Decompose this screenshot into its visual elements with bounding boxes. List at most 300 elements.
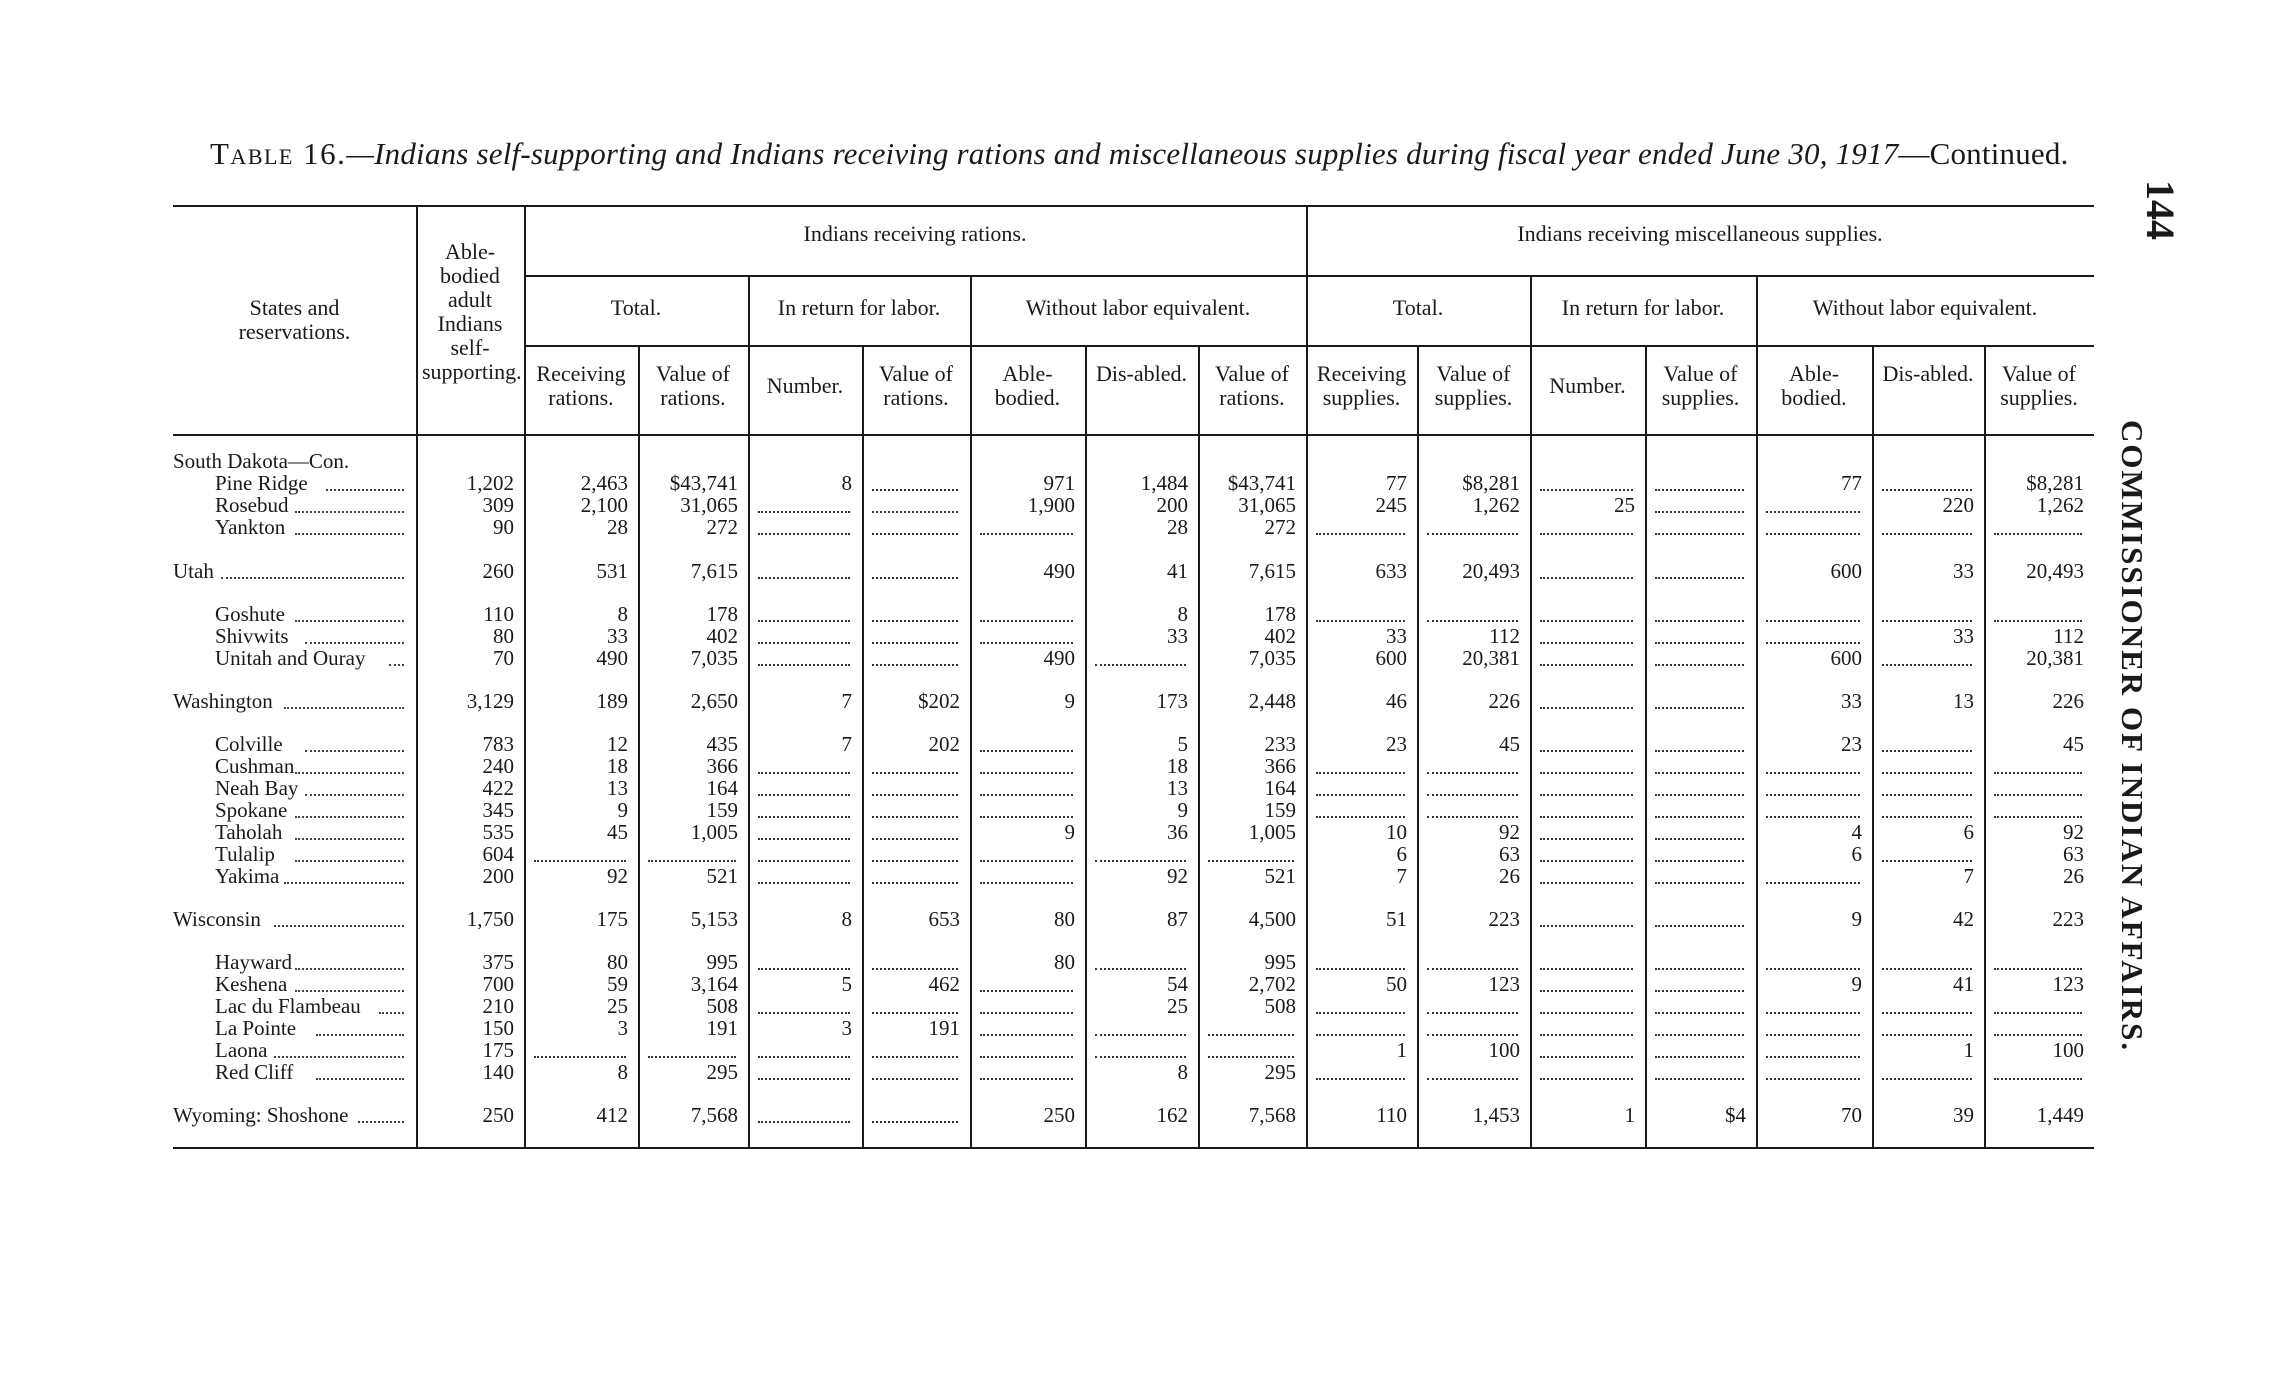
table-cell: 295: [1264, 1060, 1296, 1084]
table-cell: 100: [2052, 1038, 2084, 1062]
table-cell: 92: [2063, 820, 2084, 844]
table-cell: 5: [1177, 732, 1188, 756]
table-cell: $8,281: [2026, 471, 2084, 495]
empty-cell-leader: [1208, 860, 1294, 862]
empty-cell-leader: [648, 1056, 736, 1058]
table-cell: 10: [1386, 820, 1407, 844]
empty-cell-leader: [1540, 1034, 1633, 1036]
column-divider: [1984, 345, 1986, 1147]
column-divider: [1306, 205, 1308, 1147]
empty-cell-leader: [1540, 968, 1633, 970]
table-cell: 240: [482, 754, 514, 778]
table-cell: 5,153: [690, 907, 738, 931]
empty-cell-leader: [1540, 816, 1633, 818]
row-label: Utah: [173, 559, 214, 583]
table-cell: 63: [2063, 842, 2084, 866]
row-label: Spokane: [215, 798, 288, 822]
empty-cell-leader: [758, 620, 850, 622]
empty-cell-leader: [1540, 577, 1633, 579]
table-cell: 220: [1942, 493, 1974, 517]
table-cell: 20,381: [1462, 646, 1520, 670]
table-cell: 150: [482, 1016, 514, 1040]
empty-cell-leader: [1540, 1078, 1633, 1080]
empty-cell-leader: [1766, 1012, 1860, 1014]
empty-cell-leader: [980, 882, 1073, 884]
table-cell: 1: [1963, 1038, 1974, 1062]
table-cell: 490: [596, 646, 628, 670]
empty-cell-leader: [1882, 794, 1972, 796]
table-cell: 402: [706, 624, 738, 648]
subheader-cell: Value of supplies.: [1661, 361, 1740, 410]
table-cell: 1,005: [1248, 820, 1296, 844]
empty-cell-leader: [1655, 533, 1744, 535]
empty-cell-leader: [1655, 1078, 1744, 1080]
empty-cell-leader: [1655, 489, 1744, 491]
empty-cell-leader: [1766, 533, 1860, 535]
empty-cell-leader: [872, 882, 958, 884]
table-cell: 223: [1488, 907, 1520, 931]
empty-cell-leader: [1095, 1034, 1186, 1036]
empty-cell-leader: [1655, 794, 1744, 796]
table-cell: 39: [1953, 1103, 1974, 1127]
table-cell: 164: [1264, 776, 1296, 800]
leader-dots: [274, 1056, 405, 1058]
leader-dots: [379, 1012, 405, 1014]
empty-cell-leader: [872, 1056, 958, 1058]
empty-cell-leader: [1882, 772, 1972, 774]
empty-cell-leader: [1655, 707, 1744, 709]
empty-cell-leader: [1427, 816, 1518, 818]
table-cell: 175: [596, 907, 628, 931]
subheader-cell: Number.: [766, 373, 844, 398]
column-divider: [1872, 345, 1874, 1147]
empty-cell-leader: [1994, 968, 2082, 970]
table-cell: 92: [1167, 864, 1188, 888]
table-cell: 4: [1851, 820, 1862, 844]
subheader-cell: Able-bodied.: [1781, 361, 1847, 410]
column-divider: [1085, 345, 1087, 1147]
table-cell: 70: [1841, 1103, 1862, 1127]
table-cell: 3,164: [690, 972, 738, 996]
table-cell: 9: [1851, 907, 1862, 931]
table-cell: 9: [1064, 820, 1075, 844]
table-cell: 25: [607, 994, 628, 1018]
empty-cell-leader: [1882, 816, 1972, 818]
header-rations-without: Without labor equivalent.: [1025, 295, 1251, 320]
empty-cell-leader: [980, 750, 1073, 752]
table-cell: 36: [1167, 820, 1188, 844]
table-cell: 366: [1264, 754, 1296, 778]
table-cell: 2,100: [580, 493, 628, 517]
empty-cell-leader: [1655, 1034, 1744, 1036]
table-cell: 260: [482, 559, 514, 583]
subheader-cell: Receiving supplies.: [1316, 361, 1407, 410]
empty-cell-leader: [1540, 838, 1633, 840]
empty-cell-leader: [1655, 860, 1744, 862]
row-label: Washington: [173, 689, 273, 713]
empty-cell-leader: [1994, 794, 2082, 796]
table-cell: 1,262: [2036, 493, 2084, 517]
empty-cell-leader: [1540, 882, 1633, 884]
empty-cell-leader: [1766, 642, 1860, 644]
table-cell: 272: [1264, 515, 1296, 539]
row-label: Rosebud: [215, 493, 289, 517]
table-cell: 140: [482, 1060, 514, 1084]
empty-cell-leader: [1655, 882, 1744, 884]
empty-cell-leader: [1540, 750, 1633, 752]
table-cell: 1: [1624, 1103, 1635, 1127]
table-cell: 13: [1167, 776, 1188, 800]
table-cell: 6: [1396, 842, 1407, 866]
table-cell: $8,281: [1462, 471, 1520, 495]
supplies-group-rule: [1306, 275, 2094, 277]
row-label: Colville: [215, 732, 283, 756]
empty-cell-leader: [1316, 533, 1405, 535]
empty-cell-leader: [1655, 642, 1744, 644]
column-divider: [524, 205, 526, 1147]
table-cell: 26: [2063, 864, 2084, 888]
leader-dots: [316, 1078, 405, 1080]
table-cell: 100: [1488, 1038, 1520, 1062]
table-cell: $43,741: [1227, 471, 1296, 495]
empty-cell-leader: [1766, 1056, 1860, 1058]
empty-cell-leader: [872, 1078, 958, 1080]
leader-dots: [295, 620, 405, 622]
empty-cell-leader: [1427, 968, 1518, 970]
table-cell: 200: [1156, 493, 1188, 517]
table-cell: 1,750: [466, 907, 514, 931]
table-cell: 422: [482, 776, 514, 800]
table-cell: 1,484: [1140, 471, 1188, 495]
table-cell: 31,065: [680, 493, 738, 517]
table-cell: 162: [1156, 1103, 1188, 1127]
empty-cell-leader: [1316, 816, 1405, 818]
table-cell: 462: [928, 972, 960, 996]
empty-cell-leader: [1540, 1056, 1633, 1058]
table-cell: 77: [1386, 471, 1407, 495]
row-label: Shivwits: [215, 624, 289, 648]
empty-cell-leader: [1427, 533, 1518, 535]
empty-cell-leader: [1540, 860, 1633, 862]
empty-cell-leader: [872, 489, 958, 491]
table-cell: 159: [1264, 798, 1296, 822]
table-cell: 508: [706, 994, 738, 1018]
table-cell: 2,448: [1248, 689, 1296, 713]
table-cell: 1,449: [2036, 1103, 2084, 1127]
table-cell: 2,650: [690, 689, 738, 713]
table-cell: 110: [1376, 1103, 1407, 1127]
table-cell: 20,381: [2026, 646, 2084, 670]
column-divider: [416, 205, 418, 1147]
empty-cell-leader: [980, 1012, 1073, 1014]
running-head-text: COMMISSIONER OF INDIAN AFFAIRS.: [2115, 420, 2150, 1053]
table-cell: 80: [1054, 907, 1075, 931]
leader-dots: [295, 816, 405, 818]
table-cell: 309: [482, 493, 514, 517]
table-cell: 223: [2052, 907, 2084, 931]
empty-cell-leader: [980, 533, 1073, 535]
page-number: 144: [2138, 180, 2183, 240]
empty-cell-leader: [758, 511, 850, 513]
empty-cell-leader: [1095, 860, 1186, 862]
table-cell: 59: [607, 972, 628, 996]
table-cell: 33: [1167, 624, 1188, 648]
empty-cell-leader: [872, 794, 958, 796]
table-cell: 112: [2053, 624, 2084, 648]
empty-cell-leader: [648, 860, 736, 862]
empty-cell-leader: [1540, 990, 1633, 992]
table-cell: 1,202: [466, 471, 514, 495]
empty-cell-leader: [1316, 968, 1405, 970]
table-cell: 202: [928, 732, 960, 756]
header-supplies-labor: In return for labor.: [1561, 295, 1725, 320]
leader-dots: [358, 1121, 405, 1123]
table-cell: 45: [1499, 732, 1520, 756]
empty-cell-leader: [980, 642, 1073, 644]
subheader-cell: Able-bodied.: [994, 361, 1061, 410]
empty-cell-leader: [872, 838, 958, 840]
table-cell: 435: [706, 732, 738, 756]
empty-cell-leader: [534, 1056, 626, 1058]
table-cell: 87: [1167, 907, 1188, 931]
table-cell: 164: [706, 776, 738, 800]
empty-cell-leader: [1316, 620, 1405, 622]
leader-dots: [284, 882, 404, 884]
table-cell: 8: [617, 602, 628, 626]
table-cell: 490: [1043, 646, 1075, 670]
table-cell: 7,615: [1248, 559, 1296, 583]
empty-cell-leader: [1316, 794, 1405, 796]
row-label: Neah Bay: [215, 776, 299, 800]
empty-cell-leader: [1655, 1056, 1744, 1058]
table-cell: 783: [482, 732, 514, 756]
row-label: Hayward: [215, 950, 292, 974]
subheader-cell: Receiving rations.: [536, 361, 626, 410]
table-cell: 80: [1054, 950, 1075, 974]
leader-dots: [305, 750, 404, 752]
empty-cell-leader: [1316, 1034, 1405, 1036]
empty-cell-leader: [980, 772, 1073, 774]
table-cell: 63: [1499, 842, 1520, 866]
subheader-cell: Value of rations.: [1215, 361, 1289, 410]
bottom-rule: [173, 1147, 2094, 1149]
subheader-cell: Number.: [1549, 373, 1626, 398]
table-cell: 210: [482, 994, 514, 1018]
table-cell: $43,741: [669, 471, 738, 495]
empty-cell-leader: [1540, 533, 1633, 535]
table-cell: 226: [1488, 689, 1520, 713]
empty-cell-leader: [758, 664, 850, 666]
top-rule: [173, 205, 2094, 207]
empty-cell-leader: [872, 511, 958, 513]
table-cell: 700: [482, 972, 514, 996]
empty-cell-leader: [758, 1121, 850, 1123]
empty-cell-leader: [872, 1012, 958, 1014]
empty-cell-leader: [1882, 1034, 1972, 1036]
empty-cell-leader: [872, 577, 958, 579]
empty-cell-leader: [1427, 1012, 1518, 1014]
table-cell: 7: [841, 732, 852, 756]
table-cell: 178: [1264, 602, 1296, 626]
table-cell: 7: [1963, 864, 1974, 888]
leader-dots: [295, 838, 405, 840]
table-cell: 90: [493, 515, 514, 539]
table-cell: 412: [596, 1103, 628, 1127]
header-supplies-without: Without labor equivalent.: [1812, 295, 2038, 320]
table-cell: 7,568: [690, 1103, 738, 1127]
table-cell: 1,262: [1472, 493, 1520, 517]
table-cell: 28: [1167, 515, 1188, 539]
empty-cell-leader: [1316, 1012, 1405, 1014]
table-cell: 45: [2063, 732, 2084, 756]
table-cell: 23: [1841, 732, 1862, 756]
table-cell: 2,463: [580, 471, 628, 495]
header-bottom-rule: [173, 434, 2094, 436]
column-divider: [1645, 345, 1647, 1147]
empty-cell-leader: [1882, 533, 1972, 535]
row-label: Wisconsin: [173, 907, 261, 931]
table-cell: 110: [483, 602, 514, 626]
empty-cell-leader: [1655, 772, 1744, 774]
header-supplies-total: Total.: [1392, 295, 1444, 320]
empty-cell-leader: [1766, 968, 1860, 970]
leader-dots: [221, 577, 404, 579]
table-cell: 250: [482, 1103, 514, 1127]
table-cell: 490: [1043, 559, 1075, 583]
header-rations-total: Total.: [610, 295, 662, 320]
table-cell: 995: [1264, 950, 1296, 974]
empty-cell-leader: [758, 838, 850, 840]
table-cell: 7,035: [690, 646, 738, 670]
table-cell: 653: [928, 907, 960, 931]
row-label: La Pointe: [215, 1016, 297, 1040]
table-cell: 18: [1167, 754, 1188, 778]
row-label: Unitah and Ouray: [215, 646, 366, 670]
table-cell: 8: [841, 471, 852, 495]
table-cell: 112: [1489, 624, 1520, 648]
table-cell: 7: [1396, 864, 1407, 888]
empty-cell-leader: [1540, 925, 1633, 927]
table-cell: 45: [607, 820, 628, 844]
empty-cell-leader: [1427, 794, 1518, 796]
table-cell: 33: [1386, 624, 1407, 648]
empty-cell-leader: [1766, 772, 1860, 774]
leader-dots: [295, 968, 405, 970]
table-cell: 23: [1386, 732, 1407, 756]
table-cell: 508: [1264, 994, 1296, 1018]
table-cell: 6: [1851, 842, 1862, 866]
empty-cell-leader: [872, 533, 958, 535]
row-label: Tulalip: [215, 842, 275, 866]
table-cell: 6: [1963, 820, 1974, 844]
empty-cell-leader: [1994, 1012, 2082, 1014]
table-cell: 295: [706, 1060, 738, 1084]
title-text: —Indians self-supporting and Indians receiving rations and miscellaneous supplies during fiscal year ended June 30, 1917: [346, 136, 1899, 171]
empty-cell-leader: [758, 860, 850, 862]
table-cell: 92: [1499, 820, 1520, 844]
empty-cell-leader: [758, 882, 850, 884]
empty-cell-leader: [980, 1056, 1073, 1058]
empty-cell-leader: [1766, 511, 1860, 513]
empty-cell-leader: [1427, 1034, 1518, 1036]
table-cell: 12: [607, 732, 628, 756]
empty-cell-leader: [1655, 816, 1744, 818]
table-cell: 191: [928, 1016, 960, 1040]
table-cell: 1,453: [1472, 1103, 1520, 1127]
column-divider: [638, 345, 640, 1147]
table-cell: 4,500: [1248, 907, 1296, 931]
empty-cell-leader: [758, 1078, 850, 1080]
empty-cell-leader: [1766, 816, 1860, 818]
column-divider: [1198, 345, 1200, 1147]
subheader-cell: Value of rations.: [879, 361, 953, 410]
empty-cell-leader: [1540, 707, 1633, 709]
table-cell: 13: [607, 776, 628, 800]
column-divider: [1530, 275, 1532, 1147]
empty-cell-leader: [758, 1056, 850, 1058]
empty-cell-leader: [980, 816, 1073, 818]
table-cell: 402: [1264, 624, 1296, 648]
table-cell: 1,005: [690, 820, 738, 844]
empty-cell-leader: [1994, 772, 2082, 774]
empty-cell-leader: [1427, 620, 1518, 622]
table-cell: 633: [1375, 559, 1407, 583]
empty-cell-leader: [1994, 1078, 2082, 1080]
leader-dots: [305, 794, 404, 796]
row-label: Cushman: [215, 754, 295, 778]
empty-cell-leader: [1882, 489, 1972, 491]
empty-cell-leader: [1882, 664, 1972, 666]
empty-cell-leader: [1655, 620, 1744, 622]
empty-cell-leader: [1540, 1012, 1633, 1014]
table-cell: 375: [482, 950, 514, 974]
empty-cell-leader: [1766, 794, 1860, 796]
title-suffix: —Continued.: [1898, 136, 2069, 171]
empty-cell-leader: [1655, 664, 1744, 666]
table-cell: 28: [607, 515, 628, 539]
table-cell: 42: [1953, 907, 1974, 931]
table-cell: 200: [482, 864, 514, 888]
table-cell: $202: [918, 689, 960, 713]
empty-cell-leader: [872, 968, 958, 970]
empty-cell-leader: [872, 664, 958, 666]
leader-dots: [295, 772, 405, 774]
empty-cell-leader: [1882, 1078, 1972, 1080]
row-label: Goshute: [215, 602, 285, 626]
empty-cell-leader: [872, 816, 958, 818]
empty-cell-leader: [1882, 968, 1972, 970]
empty-cell-leader: [980, 860, 1073, 862]
empty-cell-leader: [1540, 642, 1633, 644]
row-label: Laona: [215, 1038, 268, 1062]
empty-cell-leader: [1655, 511, 1744, 513]
column-divider: [970, 275, 972, 1147]
empty-cell-leader: [1540, 620, 1633, 622]
table-cell: 33: [1841, 689, 1862, 713]
table-cell: 600: [1830, 646, 1862, 670]
empty-cell-leader: [1540, 664, 1633, 666]
empty-cell-leader: [1655, 838, 1744, 840]
table-cell: 521: [706, 864, 738, 888]
table-cell: 3: [617, 1016, 628, 1040]
leader-dots: [295, 860, 405, 862]
table-cell: 178: [706, 602, 738, 626]
table-cell: 8: [841, 907, 852, 931]
empty-cell-leader: [1540, 794, 1633, 796]
empty-cell-leader: [1316, 1078, 1405, 1080]
table-cell: 46: [1386, 689, 1407, 713]
header-rations-group: Indians receiving rations.: [803, 221, 1027, 246]
